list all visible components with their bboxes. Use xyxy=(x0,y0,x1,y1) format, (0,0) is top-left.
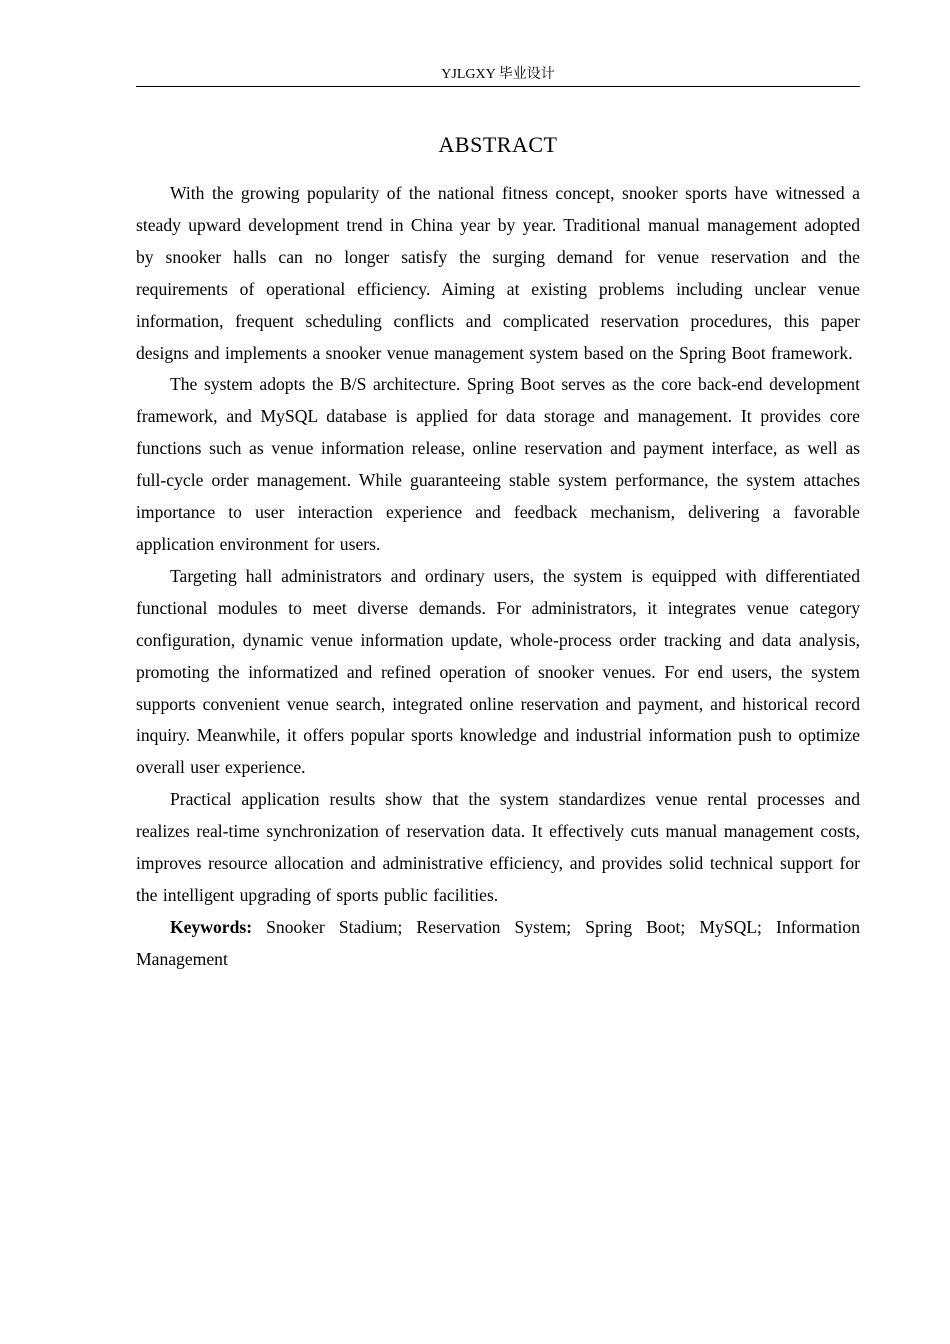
keywords-text: Snooker Stadium; Reservation System; Spring Boot; MySQL; Information Management xyxy=(136,916,860,969)
abstract-paragraph-2: The system adopts the B/S architecture. Spring Boot serves as the core back-end development framework, and MySQL database is applied for data storage and management. It provides core functions such as venue information release, online reservation and payment interface, as well as full-cycle order management. While guaranteeing stable system performance, the system attaches importance to user interaction experience and feedback mechanism, delivering a favorable application environment for users. xyxy=(136,374,860,554)
abstract-paragraph-4: Practical application results show that the system standardizes venue rental processes and realizes real-time synchronization of reservation data. It effectively cuts manual management costs, improves resource allocation and administrative efficiency, and provides solid technical support for the intelligent upgrading of sports public facilities. xyxy=(136,789,860,905)
keywords-label: Keywords: xyxy=(170,916,253,937)
header-rule xyxy=(136,86,860,87)
abstract-body xyxy=(136,178,860,976)
abstract-paragraph-1: With the growing popularity of the national fitness concept, snooker sports have witnessed a steady upward development trend in China year by year. Traditional manual management adopted by snooker halls can no longer satisfy the surging demand for venue reservation and the requirements of operational efficiency. Aiming at existing problems including unclear venue information, frequent scheduling conflicts and complicated reservation procedures, this paper designs and implements a snooker venue management system based on the Spring Boot framework. xyxy=(136,183,860,363)
keywords-line xyxy=(136,912,860,976)
abstract-paragraph-3: Targeting hall administrators and ordinary users, the system is equipped with differentiated functional modules to meet diverse demands. For administrators, it integrates venue category configuration, dynamic venue information update, whole-process order tracking and data analysis, promoting the informatized and refined operation of snooker venues. For end users, the system supports convenient venue search, integrated online reservation and payment, and historical record inquiry. Meanwhile, it offers popular sports knowledge and industrial information push to optimize overall user experience. xyxy=(136,565,860,778)
abstract-title: ABSTRACT xyxy=(438,131,558,157)
running-header: YJLGXY 毕业设计 xyxy=(441,67,555,82)
